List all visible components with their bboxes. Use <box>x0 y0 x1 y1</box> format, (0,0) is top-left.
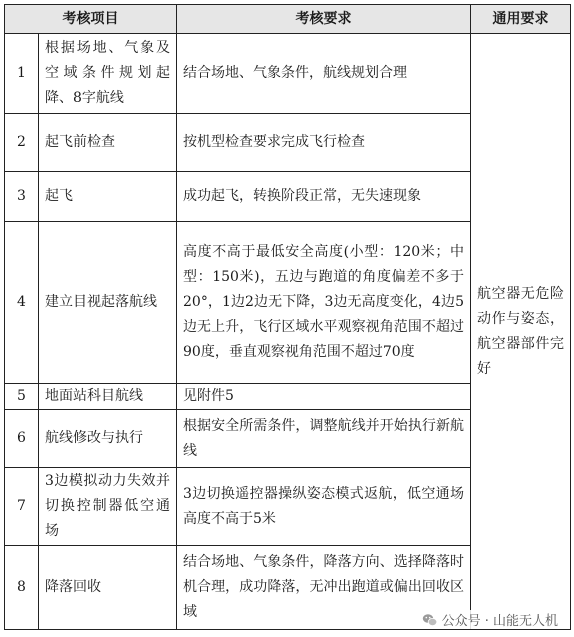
header-general: 通用要求 <box>471 5 571 34</box>
row-requirement: 成功起飞，转换阶段正常，无失速现象 <box>177 172 471 222</box>
row-number: 4 <box>5 222 39 384</box>
row-number: 5 <box>5 384 39 410</box>
row-requirement: 见附件5 <box>177 384 471 410</box>
row-requirement: 高度不高于最低安全高度(小型：120米；中型：150米)，五边与跑道的角度偏差不多于20°，1边2边无下降，3边无高度变化，4边5边无上升，飞行区域水平观察视角范围不超过90度，垂直观察视角范围不超过70度 <box>177 222 471 384</box>
row-item: 3边模拟动力失效并切换控制器低空通场 <box>39 468 177 546</box>
exam-requirements-table <box>4 4 571 630</box>
row-item: 地面站科目航线 <box>39 384 177 410</box>
row-number: 2 <box>5 114 39 172</box>
table-row <box>5 34 571 114</box>
row-item: 建立目视起落航线 <box>39 222 177 384</box>
watermark-text: 公众号 · 山能无人机 <box>441 614 558 629</box>
row-item: 航线修改与执行 <box>39 410 177 468</box>
row-number: 3 <box>5 172 39 222</box>
row-item: 起飞前检查 <box>39 114 177 172</box>
row-number: 6 <box>5 410 39 468</box>
watermark <box>420 610 560 629</box>
header-row <box>5 5 571 34</box>
row-number: 8 <box>5 546 39 630</box>
row-number: 7 <box>5 468 39 546</box>
row-item: 起飞 <box>39 172 177 222</box>
wechat-icon <box>422 612 438 628</box>
row-item: 根据场地、气象及空域条件规划起降、8字航线 <box>39 34 177 114</box>
row-requirement: 根据安全所需条件，调整航线并开始执行新航线 <box>177 410 471 468</box>
header-item: 考核项目 <box>5 5 177 34</box>
header-requirement: 考核要求 <box>177 5 471 34</box>
row-number: 1 <box>5 34 39 114</box>
row-requirement: 按机型检查要求完成飞行检查 <box>177 114 471 172</box>
row-requirement: 结合场地、气象条件，航线规划合理 <box>177 34 471 114</box>
row-requirement: 结合场地、气象条件，降落方向、选择降落时机合理，成功降落，无冲出跑道或偏出回收区域 <box>177 546 471 630</box>
row-item: 降落回收 <box>39 546 177 630</box>
row-requirement: 3边切换遥控器操纵姿态模式返航，低空通场高度不高于5米 <box>177 468 471 546</box>
general-requirement: 航空器无危险动作与姿态，航空器部件完好 <box>471 34 571 630</box>
